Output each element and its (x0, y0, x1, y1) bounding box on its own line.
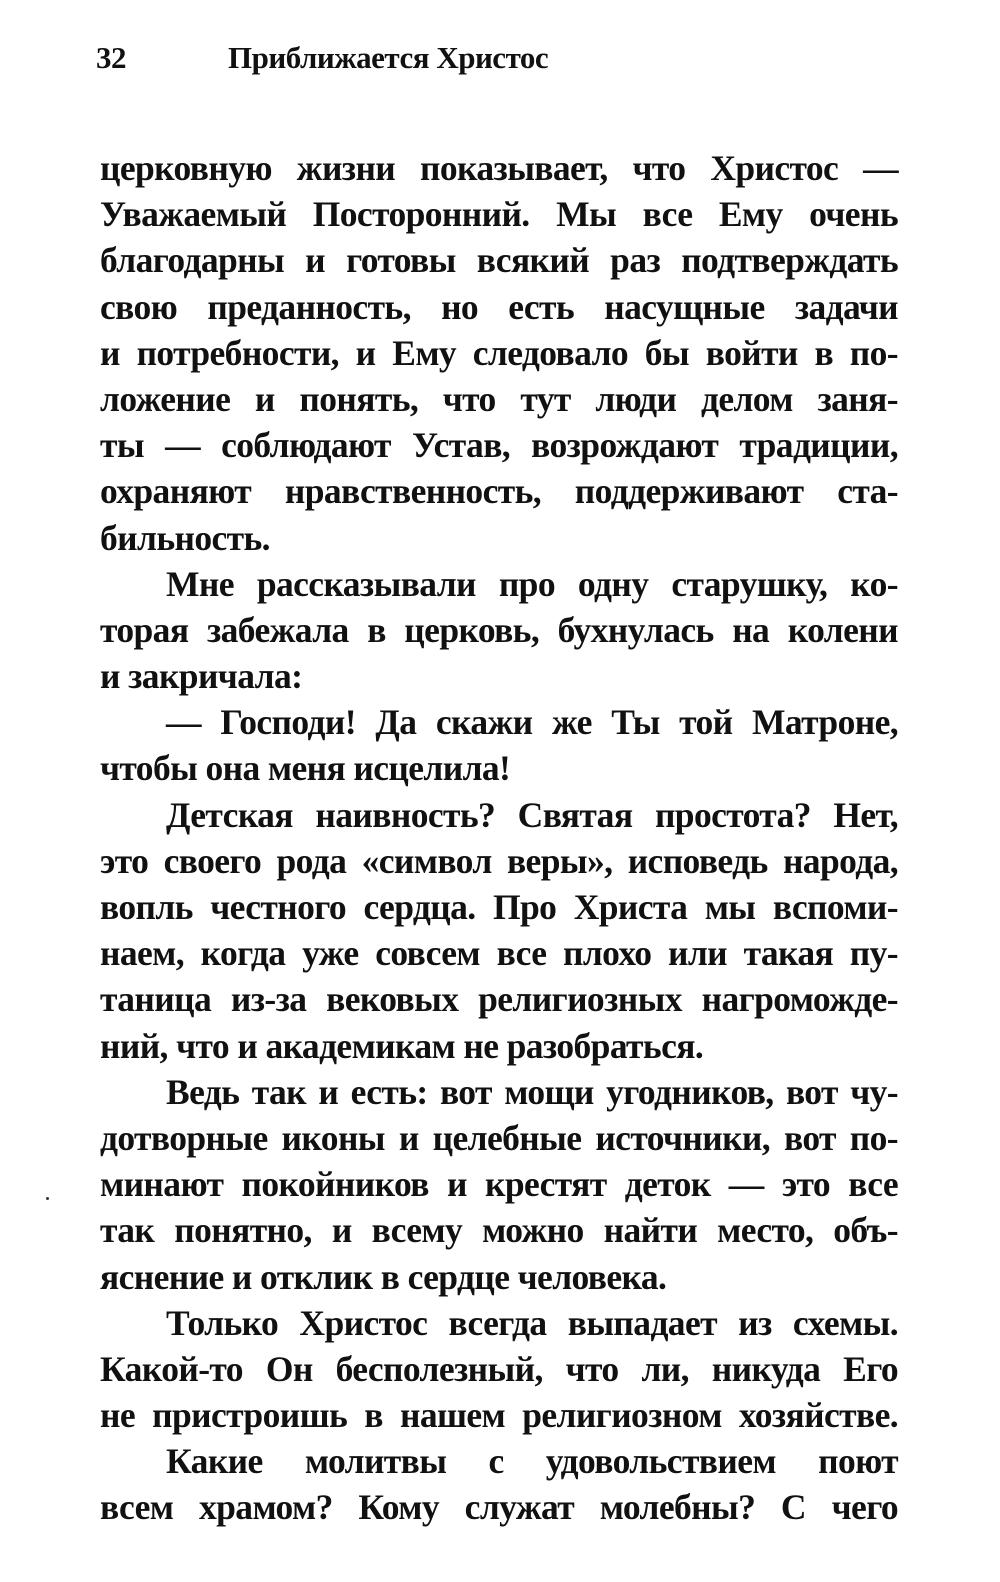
text-line: чтобы она меня исцелила! (100, 748, 511, 789)
text-line: Какой-то Он бесполезный, что ли, никуда Его (100, 1348, 898, 1389)
text-line: минают покойников и крестят деток — это все (100, 1164, 898, 1205)
text-line: яснение и отклик в сердце человека. (100, 1256, 667, 1297)
text-line: Только Христос всегда выпадает из схемы. (166, 1302, 898, 1343)
running-title: Приближается Христос (228, 40, 549, 75)
text-line: бильность. (100, 517, 270, 558)
text-line: не пристроишь в нашем религиозном хозяйстве. (100, 1395, 898, 1436)
text-line: — Господи! Да скажи же Ты той Матроне, (166, 702, 898, 743)
text-line: церковную жизни показывает, что Христос — (100, 148, 898, 188)
text-line: Уважаемый Посторонний. Мы все Ему очень (100, 194, 898, 235)
text-line: таница из-за вековых религиозных нагроможде- (100, 979, 898, 1020)
running-header (96, 38, 896, 78)
text-line: охраняют нравственность, поддерживают ста- (100, 471, 898, 512)
body-text (100, 145, 898, 1531)
text-line: наем, когда уже совсем все плохо или такая пу- (100, 933, 898, 974)
text-line: это своего рода «символ веры», исповедь народа, (100, 840, 898, 881)
text-line: ложение и понять, что тут люди делом заня- (100, 378, 898, 419)
text-line: и потребности, и Ему следовало бы войти в по- (100, 332, 898, 373)
text-line: Мне рассказывали про одну старушку, ко- (166, 563, 898, 604)
text-line: благодарны и готовы всякий раз подтверждать (100, 240, 898, 281)
scan-speck (46, 1197, 49, 1200)
text-line: так понятно, и всему можно найти место, объ- (100, 1210, 898, 1251)
text-line: ты — соблюдают Устав, возрождают традиции, (100, 425, 898, 466)
text-line: и закричала: (100, 656, 303, 697)
text-line: всем храмом? Кому служат молебны? С чего (100, 1487, 898, 1528)
page-number: 32 (96, 40, 126, 75)
text-line: ний, что и академикам не разобраться. (100, 1025, 704, 1066)
text-line: Детская наивность? Святая простота? Нет, (166, 794, 898, 835)
text-line: вопль честного сердца. Про Христа мы вспоми- (100, 887, 898, 927)
text-line: Какие молитвы с удовольствием поют (166, 1441, 898, 1482)
text-line: свою преданность, но есть насущные задачи (100, 286, 898, 327)
text-line: торая забежала в церковь, бухнулась на колени (100, 609, 898, 650)
text-line: дотворные иконы и целебные источники, вот по- (100, 1117, 898, 1158)
text-line: Ведь так и есть: вот мощи угодников, вот чу- (166, 1071, 898, 1112)
